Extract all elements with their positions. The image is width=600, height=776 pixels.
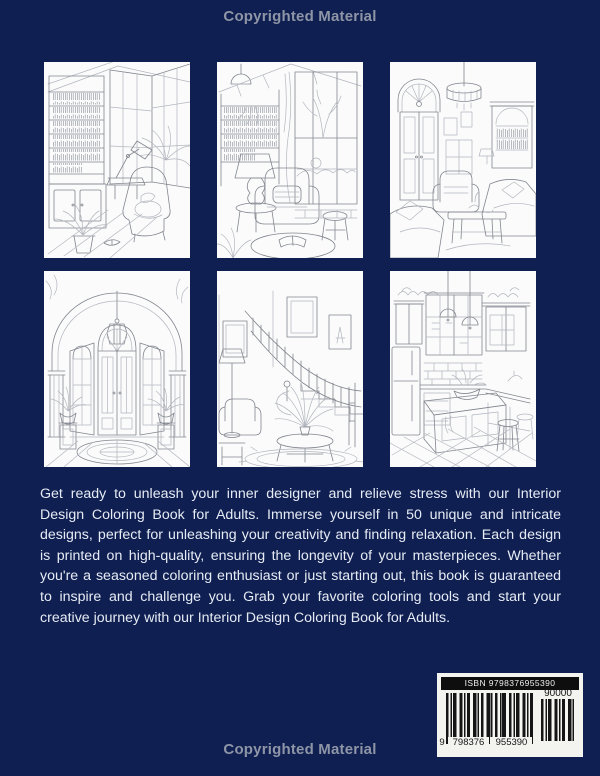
barcode-digit-group2: 955390 (491, 737, 532, 748)
library-illustration (44, 62, 190, 258)
kitchen-illustration (390, 271, 536, 467)
barcode-digit-lead: 9 (439, 736, 445, 748)
copyright-banner-bottom: Copyrighted Material (223, 741, 377, 758)
thumbnail-kitchen (390, 271, 536, 467)
entryway-illustration (44, 271, 190, 467)
barcode-supplement-code: 90000 (544, 688, 572, 699)
copyright-banner-top: Copyrighted Material (223, 8, 377, 25)
thumbnail-living-room (390, 62, 536, 258)
thumbnail-grand-entryway (44, 271, 190, 467)
isbn-label: ISBN 9798376955390 (441, 677, 579, 690)
thumbnail-cozy-reading-nook (217, 62, 363, 258)
barcode-digit-group1: 798376 (449, 737, 488, 748)
barcode-guard-middle (489, 693, 491, 744)
staircase-illustration (217, 271, 363, 467)
barcode-bars-supplement (541, 699, 575, 741)
thumbnail-library-reading-room (44, 62, 190, 258)
reading-nook-illustration (217, 62, 363, 258)
barcode-guard-left (446, 693, 448, 744)
thumbnail-staircase-hall (217, 271, 363, 467)
book-description: Get ready to unleash your inner designer and relieve stress with our Interior Design Coloring Book for Adults. Immerse yourself in 50 unique and intricate designs, perfect for unleashing your creativity and finding relaxation. Each design is printed on high-quality, ensuring the longevity of your masterpieces. Whether you're a seasoned coloring enthusiast or just starting out, this book is guaranteed to inspire and challenge you. Grab your favorite coloring tools and start your creative journey with our Interior Design Coloring Book for Adults. (40, 486, 561, 626)
living-room-illustration (390, 62, 536, 258)
